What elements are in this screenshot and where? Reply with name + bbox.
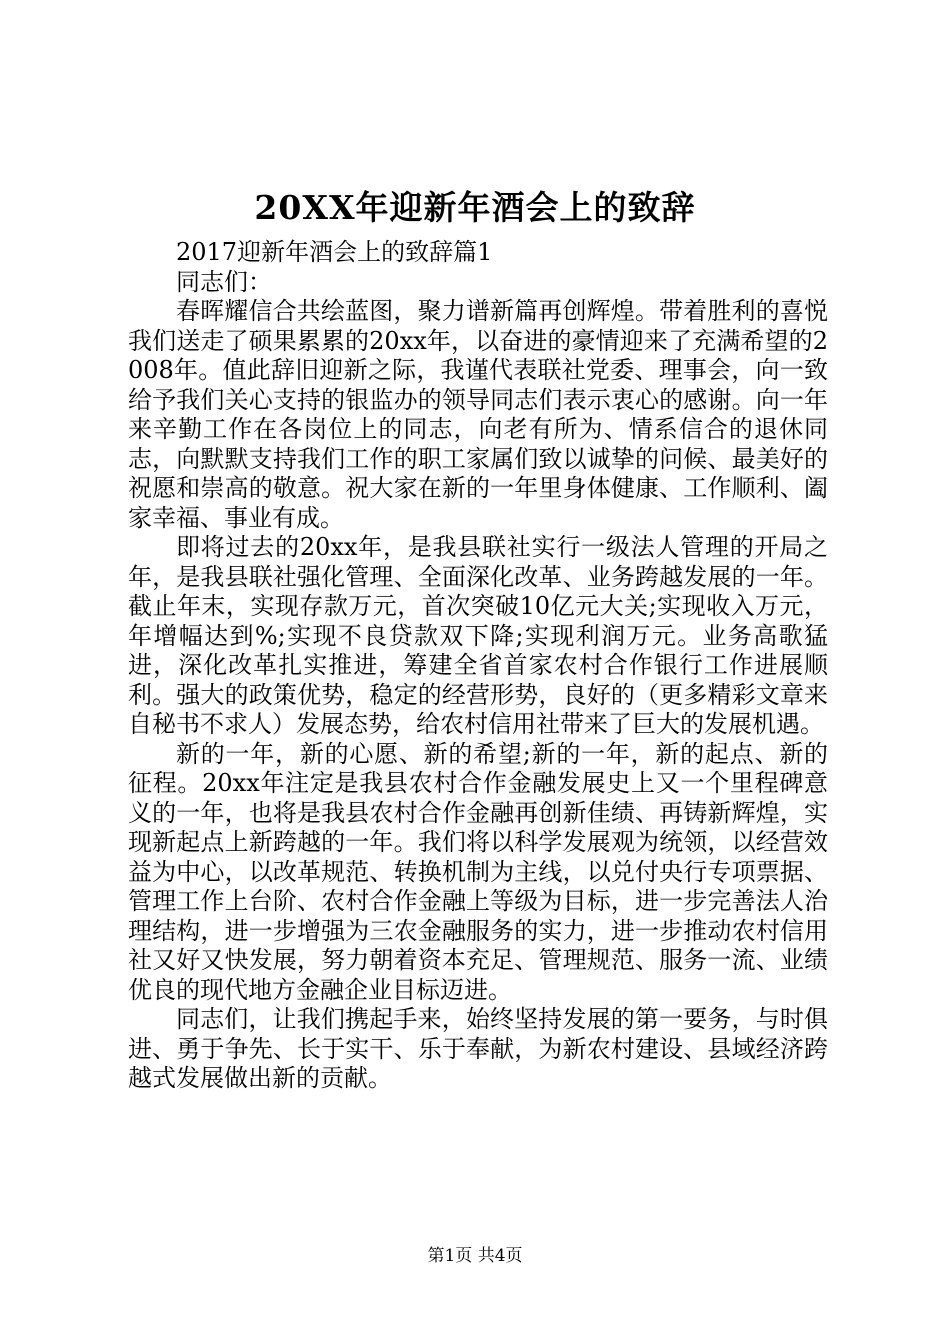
document-body [128, 238, 828, 1094]
document-subtitle: 2017迎新年酒会上的致辞篇1 [176, 238, 493, 266]
salutation: 同志们： [176, 267, 272, 296]
paragraph-1: 春晖耀信合共绘蓝图，聚力谱新篇再创辉煌。带着胜利的喜悦我们送走了硕果累累的20xx年，以奋进的豪情迎来了充满希望的2008年。值此辞旧迎新之际，我谨代表联社党委、理事会，向一致给予我们关心支持的银监办的领导同志们表示衷心的感谢。向一年来辛勤工作在各岗位上的同志，向老有所为、情系信合的退休同志，向默默支持我们工作的职工家属们致以诚挚的问候、最美好的祝愿和崇高的敬意。祝大家在新的一年里身体健康、工作顺利、阖家幸福、事业有成。 [128, 297, 828, 532]
paragraph-4: 同志们，让我们携起手来，始终坚持发展的第一要务，与时俱进、勇于争先、长于实干、乐于奉献，为新农村建设、县域经济跨越式发展做出新的贡献。 [128, 1005, 828, 1092]
page-number-footer: 第1页 共4页 [427, 1246, 523, 1266]
paragraph-3: 新的一年，新的心愿、新的希望;新的一年，新的起点、新的征程。20xx年注定是我县农村合作金融发展史上又一个里程碑意义的一年，也将是我县农村合作金融再创新佳绩、再铸新辉煌，实现新起点上新跨越的一年。我们将以科学发展观为统领，以经营效益为中心，以改革规范、转换机制为主线，以兑付央行专项票据、管理工作上台阶、农村合作金融上等级为目标，进一步完善法人治理结构，进一步增强为三农金融服务的实力，进一步推动农村信用社又好又快发展，努力朝着资本充足、管理规范、服务一流、业绩优良的现代地方金融企业目标迈进。 [128, 739, 828, 1004]
paragraph-2: 即将过去的20xx年，是我县联社实行一级法人管理的开局之年，是我县联社强化管理、全面深化改革、业务跨越发展的一年。截止年末，实现存款万元，首次突破10亿元大关;实现收入万元，年增幅达到%;实现不良贷款双下降;实现利润万元。业务高歌猛进，深化改革扎实推进，筹建全省首家农村合作银行工作进展顺利。强大的政策优势，稳定的经营形势，良好的（更多精彩文章来自秘书不求人）发展态势，给农村信用社带来了巨大的发展机遇。 [128, 533, 828, 738]
document-title: 20XX年迎新年酒会上的致辞 [254, 188, 696, 227]
